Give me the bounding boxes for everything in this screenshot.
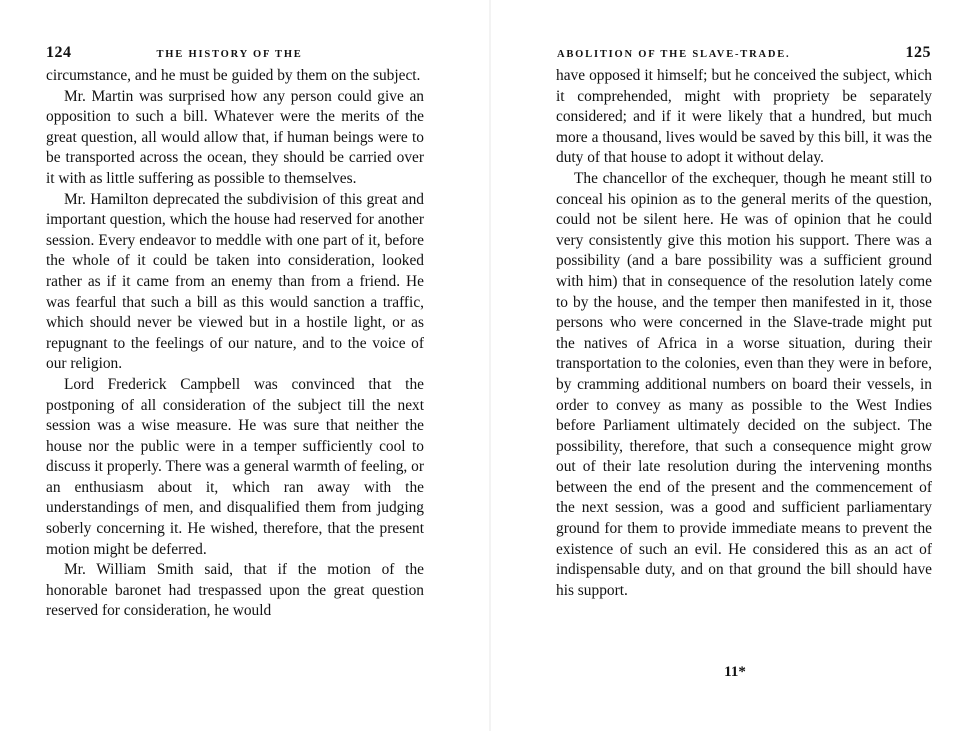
running-head: THE HISTORY OF THE <box>156 49 303 60</box>
signature-mark: 11* <box>724 664 746 680</box>
paragraph: have opposed it himself; but he conceived the subject, which it comprehended, might with propriety be separately considered; and if it were likely that a hundred, but much more a thousand, lives would be saved by this bill, it was the duty of that house to adopt it without delay. <box>556 67 932 167</box>
paragraph: The chancellor of the exchequer, though he meant still to conceal his opinion as to the general merits of the question, could not be silent here. He was of opinion that he could very consistently give this motion his support. There was a possibility (and a bare possibility was a sufficient ground with him) that in consequence of the resolution lately come to by the house, and the temper then manifested in it, those persons who were concerned in the Slave-trade might put the natives of Africa in a worse situation, during their transportation to the colonies, even than they were in before, by cramming additional numbers on board their vessels, in order to convey as many as possible to the West Indies before Parliament ultimately decided on the subject. The possibility, therefore, that such a consequence might grow out of their late resolution during the intervening months between the end of the present and the commencement of the next session, was a good and sufficient parliamentary ground for them to provide immediate means to prevent the existence of such an evil. He considered this as an act of indispensable duty, and on that ground the bill should have his support. <box>556 169 932 599</box>
paragraph: Mr. Martin was surprised how any person could give an opposition to such a bill. Whatever were the merits of the great question, all would allow that, if human beings were to be transported across the ocean, they should be carried over it with as little suffering as possible to themselves. <box>46 87 424 187</box>
left-page-body <box>46 66 424 622</box>
paragraph: Mr. William Smith said, that if the motion of the honorable baronet had trespassed upon the great question reserved for consideration, he would <box>46 561 424 620</box>
page-number: 125 <box>905 44 931 61</box>
right-page-body <box>556 66 932 601</box>
page-number: 124 <box>46 44 72 61</box>
paragraph: Mr. Hamilton deprecated the subdivision of this great and important question, which the house had reserved for another session. Every endeavor to meddle with one part of it, before the whole of it could be taken into consideration, looked rather as if it came from an enemy than from a friend. He was fearful that such a bill as this would sanction a traffic, which should never be viewed but in a hostile light, or as repugnant to the feelings of our nature, and to the voice of our religion. <box>46 190 424 373</box>
left-page-header <box>46 44 430 62</box>
paragraph: Lord Frederick Campbell was convinced that the postponing of all consideration of the subject till the next session was a wise measure. He was sure that neither the house nor the public were in a temper sufficiently cool to discuss it properly. There was a general warmth of feeling, or an enthusiasm about it, which ran away with the understandings of men, and disqualified them from judging soberly concerning it. He wished, therefore, that the present motion might be deferred. <box>46 375 424 558</box>
running-head: ABOLITION OF THE SLAVE-TRADE. <box>557 49 791 60</box>
right-page-header <box>557 44 931 62</box>
right-page <box>490 0 980 731</box>
paragraph: circumstance, and he must be guided by them on the subject. <box>46 67 421 84</box>
